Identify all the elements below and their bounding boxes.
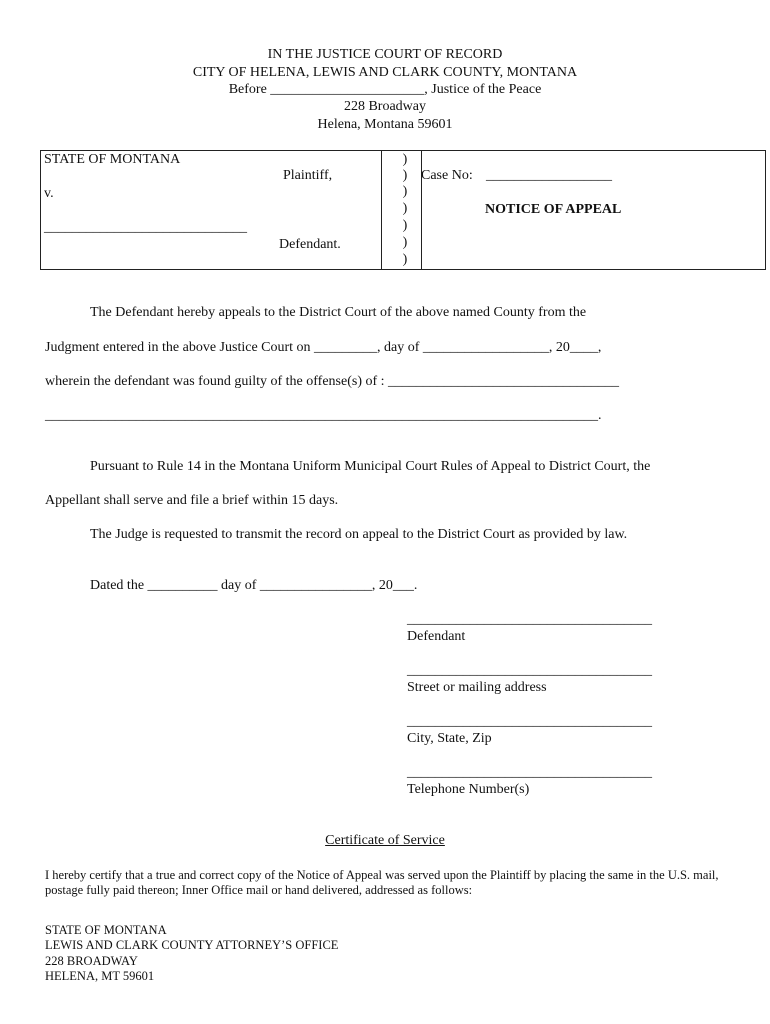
- city-state-zip-label: City, State, Zip: [407, 731, 492, 746]
- service-address-line2: LEWIS AND CLARK COUNTY ATTORNEY’S OFFICE: [45, 938, 339, 952]
- court-street: 228 Broadway: [343, 99, 427, 114]
- versus-text: v.: [44, 186, 54, 201]
- rule-paragraph-line1: Pursuant to Rule 14 in the Montana Uniform Municipal Court Rules of Appeal to District Court, the: [90, 459, 651, 474]
- defendant-name-blank[interactable]: _____________________________: [44, 220, 247, 235]
- service-address-line4: HELENA, MT 59601: [45, 969, 155, 983]
- caption-paren: ): [402, 168, 408, 183]
- appeal-paragraph-line2: Judgment entered in the above Justice Court on _________, day of __________________, 20____,: [45, 340, 602, 355]
- certificate-text-line1: I hereby certify that a true and correct copy of the Notice of Appeal was served upon the Plaintiff by placing the same in the U.S. mail,: [45, 868, 719, 882]
- service-address-line1: STATE OF MONTANA: [45, 923, 167, 937]
- caption-divider-left: [381, 151, 382, 269]
- offense-blank-line[interactable]: _______________________________________________________________________________.: [45, 408, 602, 423]
- court-location: CITY OF HELENA, LEWIS AND CLARK COUNTY, MONTANA: [192, 65, 578, 80]
- caption-paren: ): [402, 152, 408, 167]
- address-label: Street or mailing address: [407, 680, 547, 695]
- dated-line[interactable]: Dated the __________ day of ________________, 20___.: [90, 578, 418, 593]
- record-request-paragraph: The Judge is requested to transmit the record on appeal to the District Court as provided by law.: [90, 527, 628, 542]
- appeal-paragraph-line3: wherein the defendant was found guilty of the offense(s) of : _________________________________: [45, 374, 620, 389]
- plaintiff-label: Plaintiff,: [283, 168, 333, 183]
- service-address-line3: 228 BROADWAY: [45, 954, 138, 968]
- court-city: Helena, Montana 59601: [317, 117, 453, 132]
- document-title: NOTICE OF APPEAL: [485, 202, 622, 217]
- case-no-blank[interactable]: __________________: [486, 168, 612, 183]
- caption-paren: ): [402, 184, 408, 199]
- caption-paren: ): [402, 201, 408, 216]
- defendant-signature-label: Defendant: [407, 629, 466, 644]
- defendant-signature-line[interactable]: ___________________________________: [407, 612, 652, 627]
- certificate-text-line2: postage fully paid thereon; Inner Office mail or hand delivered, addressed as follows:: [45, 883, 473, 897]
- certificate-title: Certificate of Service: [325, 833, 445, 848]
- plaintiff-name: STATE OF MONTANA: [44, 152, 181, 167]
- address-line[interactable]: ___________________________________: [407, 663, 652, 678]
- defendant-label: Defendant.: [279, 237, 341, 252]
- appeal-paragraph-line1: The Defendant hereby appeals to the District Court of the above named County from the: [90, 305, 587, 320]
- telephone-label: Telephone Number(s): [407, 782, 530, 797]
- caption-paren: ): [402, 218, 408, 233]
- justice-line: Before ______________________, Justice of the Peace: [228, 82, 542, 97]
- rule-paragraph-line2: Appellant shall serve and file a brief within 15 days.: [45, 493, 339, 508]
- caption-paren: ): [402, 252, 408, 267]
- telephone-line[interactable]: ___________________________________: [407, 765, 652, 780]
- case-no-label: Case No:: [421, 168, 473, 183]
- court-name: IN THE JUSTICE COURT OF RECORD: [267, 47, 503, 62]
- caption-paren: ): [402, 235, 408, 250]
- case-caption: [40, 150, 766, 270]
- city-state-zip-line[interactable]: ___________________________________: [407, 714, 652, 729]
